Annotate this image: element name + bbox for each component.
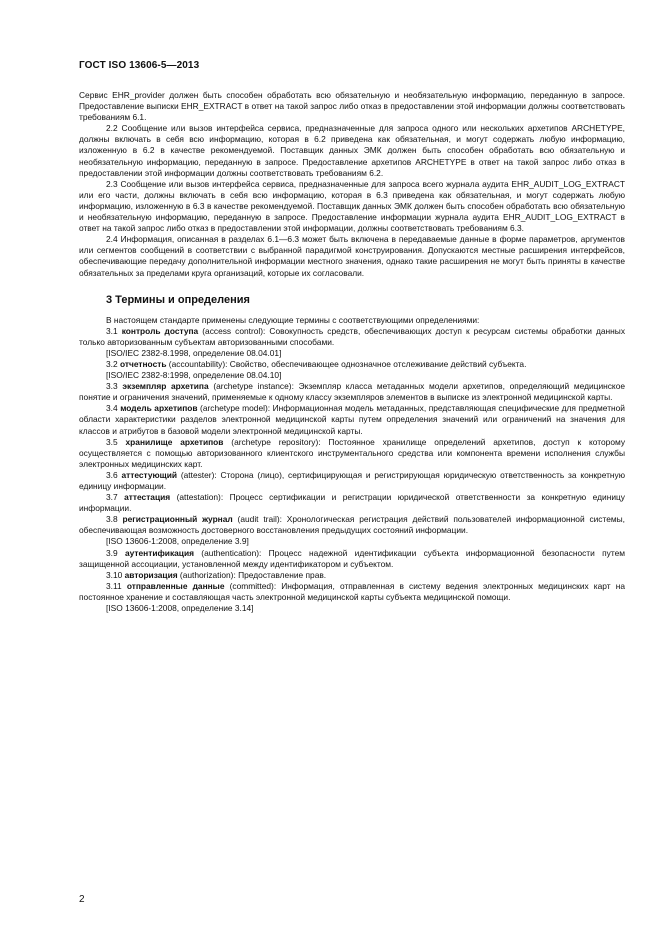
term-reference: [ISO 13606-1:2008, определение 3.14] <box>106 603 254 614</box>
term-text: (authentication): Процесс надежной идентификации субъекта информационной безопасности путем защищенной ассоциации, установленной между идентификатором и субъектом. <box>79 547 626 569</box>
terms-list <box>79 326 625 614</box>
term-definition <box>79 470 625 492</box>
term-definition <box>79 403 625 436</box>
term-text: (access control): Совокупность средств, обеспечивающих доступ к ресурсам системы обработки данных только авторизованным субъектам авторизованными способами. <box>79 325 626 347</box>
term-name: аттестующий <box>121 469 178 480</box>
term-text: (attester): Сторона (лицо), сертифицирующая и регистрирующая юридическую ответственность за конкретную единицу информации. <box>79 469 626 491</box>
document-body <box>79 90 625 614</box>
term-text: (archetype repository): Постоянное хранилище определений архетипов, доступ к которому осуществляется с помощью авторизованного клиентского инструментального средства или компонента времени исполнения службы электронных медицинских карт. <box>79 436 626 469</box>
term-reference: [ISO 13606-1:2008, определение 3.9] <box>106 536 249 547</box>
term-number: 3.10 <box>106 569 123 580</box>
term-name: отправленные данные <box>126 580 225 591</box>
term-definition <box>79 326 625 348</box>
term-number: 3.5 <box>106 436 118 447</box>
term-name: хранилище архетипов <box>125 436 224 447</box>
term-definition <box>79 437 625 470</box>
term-name: аттестация <box>124 492 171 503</box>
term-number: 3.2 <box>106 358 118 369</box>
term-text: (authorization): Предоставление прав. <box>177 569 327 580</box>
term-text: (archetype model): Информационная модель метаданных, представляющая специфические для предметной области характеристики разделов электронной медицинской карты путем определения значений или ограничений на значения для классов и атрибутов в базовой модели электронной медицинской карты. <box>79 403 625 436</box>
document-header: ГОСТ ISO 13606-5—2013 <box>79 60 200 71</box>
paragraph-2-1-cont: Сервис EHR_provider должен быть способен обработать всю обязательную и необязательную информацию, переданную в запросе. Предоставление выписки EHR_EXTRACT в ответ на такой запрос либо отказ в предоставлении этой информации должны соответствовать требованиям 6.1. <box>79 90 625 123</box>
term-text: (attestation): Процесс сертификации и регистрации юридической ответственности за конкретную единицу информации. <box>79 492 625 514</box>
term-number: 3.1 <box>106 325 118 336</box>
term-name: модель архетипов <box>120 403 198 414</box>
paragraph-2-3: 2.3 Сообщение или вызов интерфейса сервиса, предназначенные для запроса всего журнала аудита EHR_AUDIT_LOG_EXTRACT или его части, должны включать в себя всю информацию, которая в 6.3 приведена как обязательная, и могут содержать любую информацию, изложенную в 6.3 в качестве рекомендуемой. Поставщик данных ЭМК должен быть способен обработать всю обязательную и необязательную информацию, переданную в запросе. Предоставление информации журнала аудита EHR_AUDIT_LOG_EXTRACT в ответ на такой запрос либо отказ в предоставлении этой информации, должны соответствовать требованиям 6.3. <box>79 178 625 234</box>
term-number: 3.3 <box>106 381 118 392</box>
term-definition <box>79 548 625 570</box>
paragraph-2-4: 2.4 Информация, описанная в разделах 6.1—6.3 может быть включена в передаваемые данные в форме параметров, аргументов или сегментов сообщений в соответствии с выбранной парадигмой конструирования. Допускаются местные расширения интерфейсов, обеспечивающие передачу дополнительной информации местного значения, однако такие расширения не могут быть приняты в качестве обязательных за пределами круга организаций, которые их согласовали. <box>79 234 625 278</box>
page-number: 2 <box>79 894 85 905</box>
term-number: 3.9 <box>106 547 118 558</box>
term-number: 3.7 <box>106 492 118 503</box>
term-name: контроль доступа <box>121 325 199 336</box>
section-3-title: 3 Термины и определения <box>106 293 250 306</box>
term-name: аутентификация <box>124 547 194 558</box>
term-reference: [ISO/IEC 2382-8:1998, определение 08.04.10] <box>106 370 282 381</box>
term-name: регистрационный журнал <box>122 514 233 525</box>
term-definition <box>79 359 625 370</box>
term-text: (archetype instance): Экземпляр класса метаданных модели архетипов, определяющий медицинское понятие и ограничения значений, применяемые к одному классу экземпляров элементов в выписке из электронной медицинской карты. <box>79 381 626 403</box>
term-number: 3.11 <box>106 580 122 591</box>
term-text: (accountability): Свойство, обеспечивающее однозначное отслеживание действий субъекта. <box>166 358 527 369</box>
paragraph-2-2: 2.2 Сообщение или вызов интерфейса сервиса, предназначенные для запроса одного или нескольких архетипов ARCHETYPE, должны включать в себя всю информацию, которая в 6.2 приведена как обязательная, и могут содержать любую информацию, изложенную в 6.2 в качестве рекомендуемой. Поставщик данных ЭМК должен быть способен обработать всю обязательную и необязательную информацию, переданную в запросе. Предоставление архетипов ARCHETYPE в ответ на такой запрос либо отказ в предоставлении этой информации должны соответствовать требованиям 6.2. <box>79 123 625 178</box>
term-name: авторизация <box>124 569 178 580</box>
term-definition <box>79 381 625 403</box>
term-number: 3.6 <box>106 469 118 480</box>
section-3-lead: В настоящем стандарте применены следующие термины с соответствующими определениями: <box>106 314 480 325</box>
term-text: (audit trail): Хронологическая регистрация действий пользователей информационной системы, обеспечивающая возможность достоверного восстановления предыдущих состояний информации. <box>79 514 626 536</box>
term-number: 3.8 <box>106 514 118 525</box>
term-number: 3.4 <box>106 403 118 414</box>
term-definition <box>79 570 625 581</box>
term-name: отчетность <box>119 358 167 369</box>
term-definition <box>79 514 625 536</box>
term-definition <box>79 581 625 603</box>
term-definition <box>79 492 625 514</box>
term-reference: [ISO/IEC 2382-8.1998, определение 08.04.01] <box>106 347 282 358</box>
term-name: экземпляр архетипа <box>122 381 209 392</box>
term-text: (committed): Информация, отправленная в систему ведения электронных медицинских карт на постоянное хранение и составляющая часть электронной медицинской карты субъекта медицинской помощи. <box>79 580 625 602</box>
